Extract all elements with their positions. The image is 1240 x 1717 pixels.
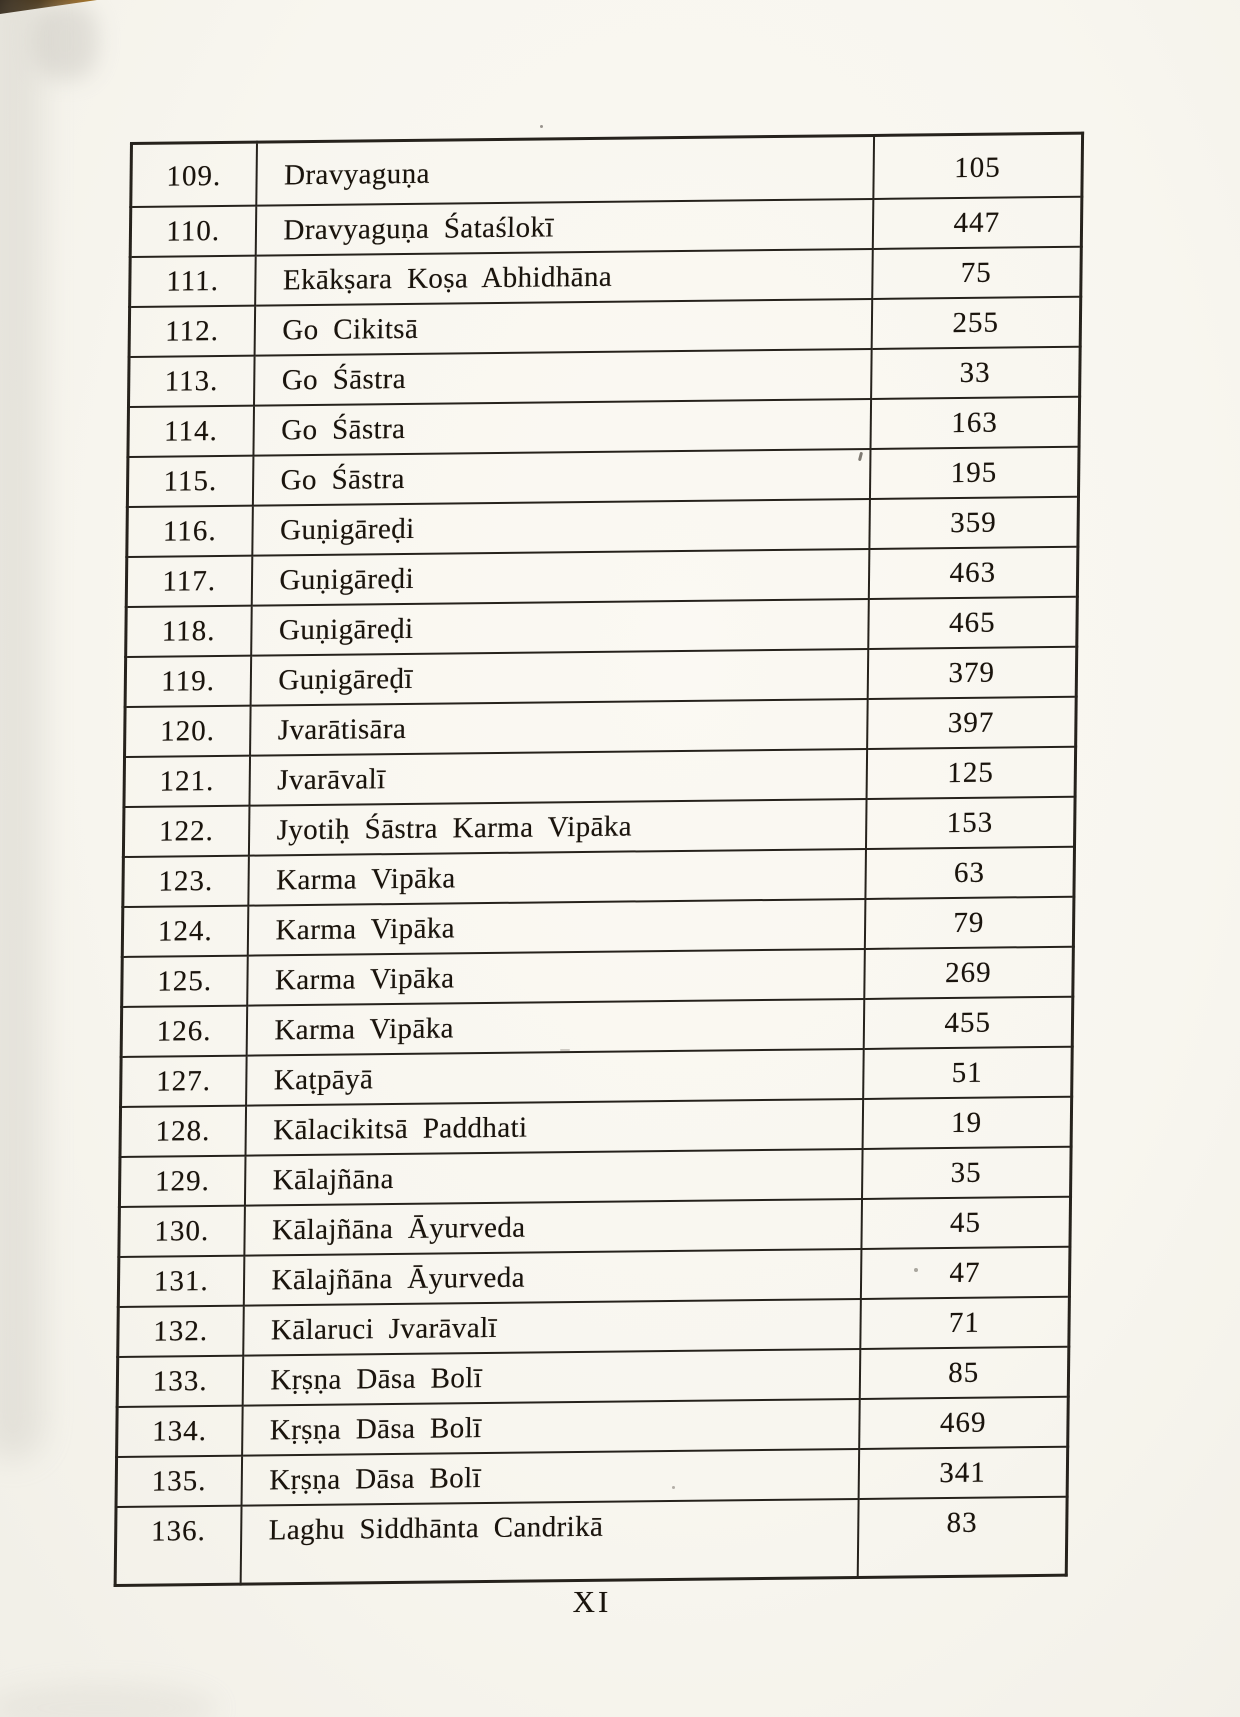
entry-number-cell: 119.: [125, 656, 251, 707]
scan-bottom-smudge: [0, 1682, 218, 1717]
entry-number-cell: 123.: [123, 856, 249, 907]
entry-number-cell: 118.: [126, 606, 252, 657]
entry-number-cell: 135.: [116, 1456, 242, 1507]
entry-title-cell: Guṇigāreḍī: [250, 649, 868, 706]
entry-page-cell: 255: [871, 297, 1081, 349]
entry-page-cell: 341: [858, 1447, 1068, 1499]
entry-title-cell: Kālacikitsā Paddhati: [245, 1099, 863, 1156]
scan-left-edge-shadow: [0, 0, 44, 1460]
entry-number-cell: 125.: [122, 956, 248, 1007]
entry-page-cell: 269: [864, 947, 1074, 999]
folio-page-number: XI: [572, 1584, 612, 1619]
entry-number-cell: 114.: [128, 406, 254, 457]
entry-number-cell: 109.: [131, 142, 257, 207]
entry-page-cell: 75: [872, 247, 1082, 299]
entry-page-cell: 359: [869, 497, 1079, 549]
entry-title-cell: Karma Vipāka: [246, 999, 864, 1056]
entry-number-cell: 117.: [126, 556, 252, 607]
entry-title-cell: Dravyaguṇa Śataślokī: [255, 199, 873, 256]
entry-title-cell: Go Śāstra: [253, 399, 871, 456]
entry-title-cell: Jyotiḥ Śāstra Karma Vipāka: [248, 799, 866, 856]
entry-page-cell: 19: [862, 1097, 1072, 1149]
entry-title-cell: Guṇigāreḍi: [251, 549, 869, 606]
entry-page-cell: 379: [867, 647, 1077, 699]
entry-page-cell: 51: [863, 1047, 1073, 1099]
entry-page-cell: 33: [871, 347, 1081, 399]
entry-page-cell: 455: [863, 997, 1073, 1049]
entry-page-cell: 71: [860, 1297, 1070, 1349]
entry-title-cell: Go Śāstra: [252, 449, 870, 506]
entry-title-cell: Kālajñāna Āyurveda: [244, 1199, 862, 1256]
index-table-wrap: [114, 132, 1085, 1587]
entry-title-cell: Karma Vipāka: [248, 849, 866, 906]
entry-title-cell: Kaṭpāyā: [246, 1049, 864, 1106]
entry-number-cell: 120.: [125, 706, 251, 757]
index-table-body: [115, 133, 1082, 1585]
entry-page-cell: 79: [864, 897, 1074, 949]
entry-number-cell: 122.: [123, 806, 249, 857]
entry-page-cell: 83: [857, 1497, 1067, 1578]
entry-title-cell: Guṇigāreḍi: [251, 599, 869, 656]
entry-number-cell: 131.: [118, 1256, 244, 1307]
entry-title-cell: Dravyaguṇa: [256, 135, 874, 205]
entry-title-cell: Kālaruci Jvarāvalī: [243, 1299, 861, 1356]
entry-number-cell: 121.: [124, 756, 250, 807]
entry-number-cell: 111.: [130, 256, 256, 307]
table-row: [131, 133, 1083, 207]
entry-title-cell: Kālajñāna Āyurveda: [243, 1249, 861, 1306]
entry-title-cell: Jvarātisāra: [250, 699, 868, 756]
scan-speck: [560, 1049, 570, 1051]
entry-number-cell: 132.: [118, 1306, 244, 1357]
entry-page-cell: 397: [867, 697, 1077, 749]
entry-title-cell: Karma Vipāka: [247, 899, 865, 956]
entry-page-cell: 195: [869, 447, 1079, 499]
entry-number-cell: 136.: [115, 1506, 241, 1586]
table-row: [115, 1497, 1067, 1586]
entry-number-cell: 133.: [117, 1356, 243, 1407]
entry-number-cell: 124.: [122, 906, 248, 957]
entry-title-cell: Ekākṣara Koṣa Abhidhāna: [255, 249, 873, 306]
entry-page-cell: 47: [860, 1247, 1070, 1299]
entry-page-cell: 85: [859, 1347, 1069, 1399]
entry-page-cell: 163: [870, 397, 1080, 449]
entry-number-cell: 110.: [130, 206, 256, 257]
entry-title-cell: Kṛṣṇa Dāsa Bolī: [242, 1399, 860, 1456]
entry-number-cell: 128.: [120, 1106, 246, 1157]
entry-title-cell: Karma Vipāka: [247, 949, 865, 1006]
entry-number-cell: 130.: [119, 1206, 245, 1257]
entry-number-cell: 126.: [121, 1006, 247, 1057]
entry-number-cell: 112.: [129, 306, 255, 357]
entry-page-cell: 35: [862, 1147, 1072, 1199]
entry-page-cell: 463: [868, 547, 1078, 599]
entry-page-cell: 63: [865, 847, 1075, 899]
entry-number-cell: 129.: [119, 1156, 245, 1207]
entry-title-cell: Laghu Siddhānta Candrikā: [240, 1499, 858, 1584]
entry-page-cell: 45: [861, 1197, 1071, 1249]
entry-page-cell: 465: [868, 597, 1078, 649]
entry-page-cell: 105: [873, 133, 1083, 199]
entry-number-cell: 134.: [117, 1406, 243, 1457]
entry-number-cell: 115.: [127, 456, 253, 507]
entry-page-cell: 125: [866, 747, 1076, 799]
entry-title-cell: Kṛṣṇa Dāsa Bolī: [241, 1449, 859, 1506]
entry-title-cell: Guṇigāreḍi: [252, 499, 870, 556]
entry-page-cell: 153: [865, 797, 1075, 849]
scan-speck: [672, 1486, 675, 1489]
scan-speck: [540, 125, 543, 128]
entry-page-cell: 469: [859, 1397, 1069, 1449]
entry-number-cell: 127.: [121, 1056, 247, 1107]
entry-title-cell: Kṛṣṇa Dāsa Bolī: [242, 1349, 860, 1406]
index-table: [114, 132, 1085, 1587]
entry-number-cell: 116.: [127, 506, 253, 557]
entry-title-cell: Go Cikitsā: [254, 299, 872, 356]
entry-page-cell: 447: [872, 197, 1082, 249]
entry-number-cell: 113.: [128, 356, 254, 407]
entry-title-cell: Go Śāstra: [254, 349, 872, 406]
scan-speck: [914, 1268, 918, 1272]
entry-title-cell: Kālajñāna: [244, 1149, 862, 1206]
entry-title-cell: Jvarāvalī: [249, 749, 867, 806]
